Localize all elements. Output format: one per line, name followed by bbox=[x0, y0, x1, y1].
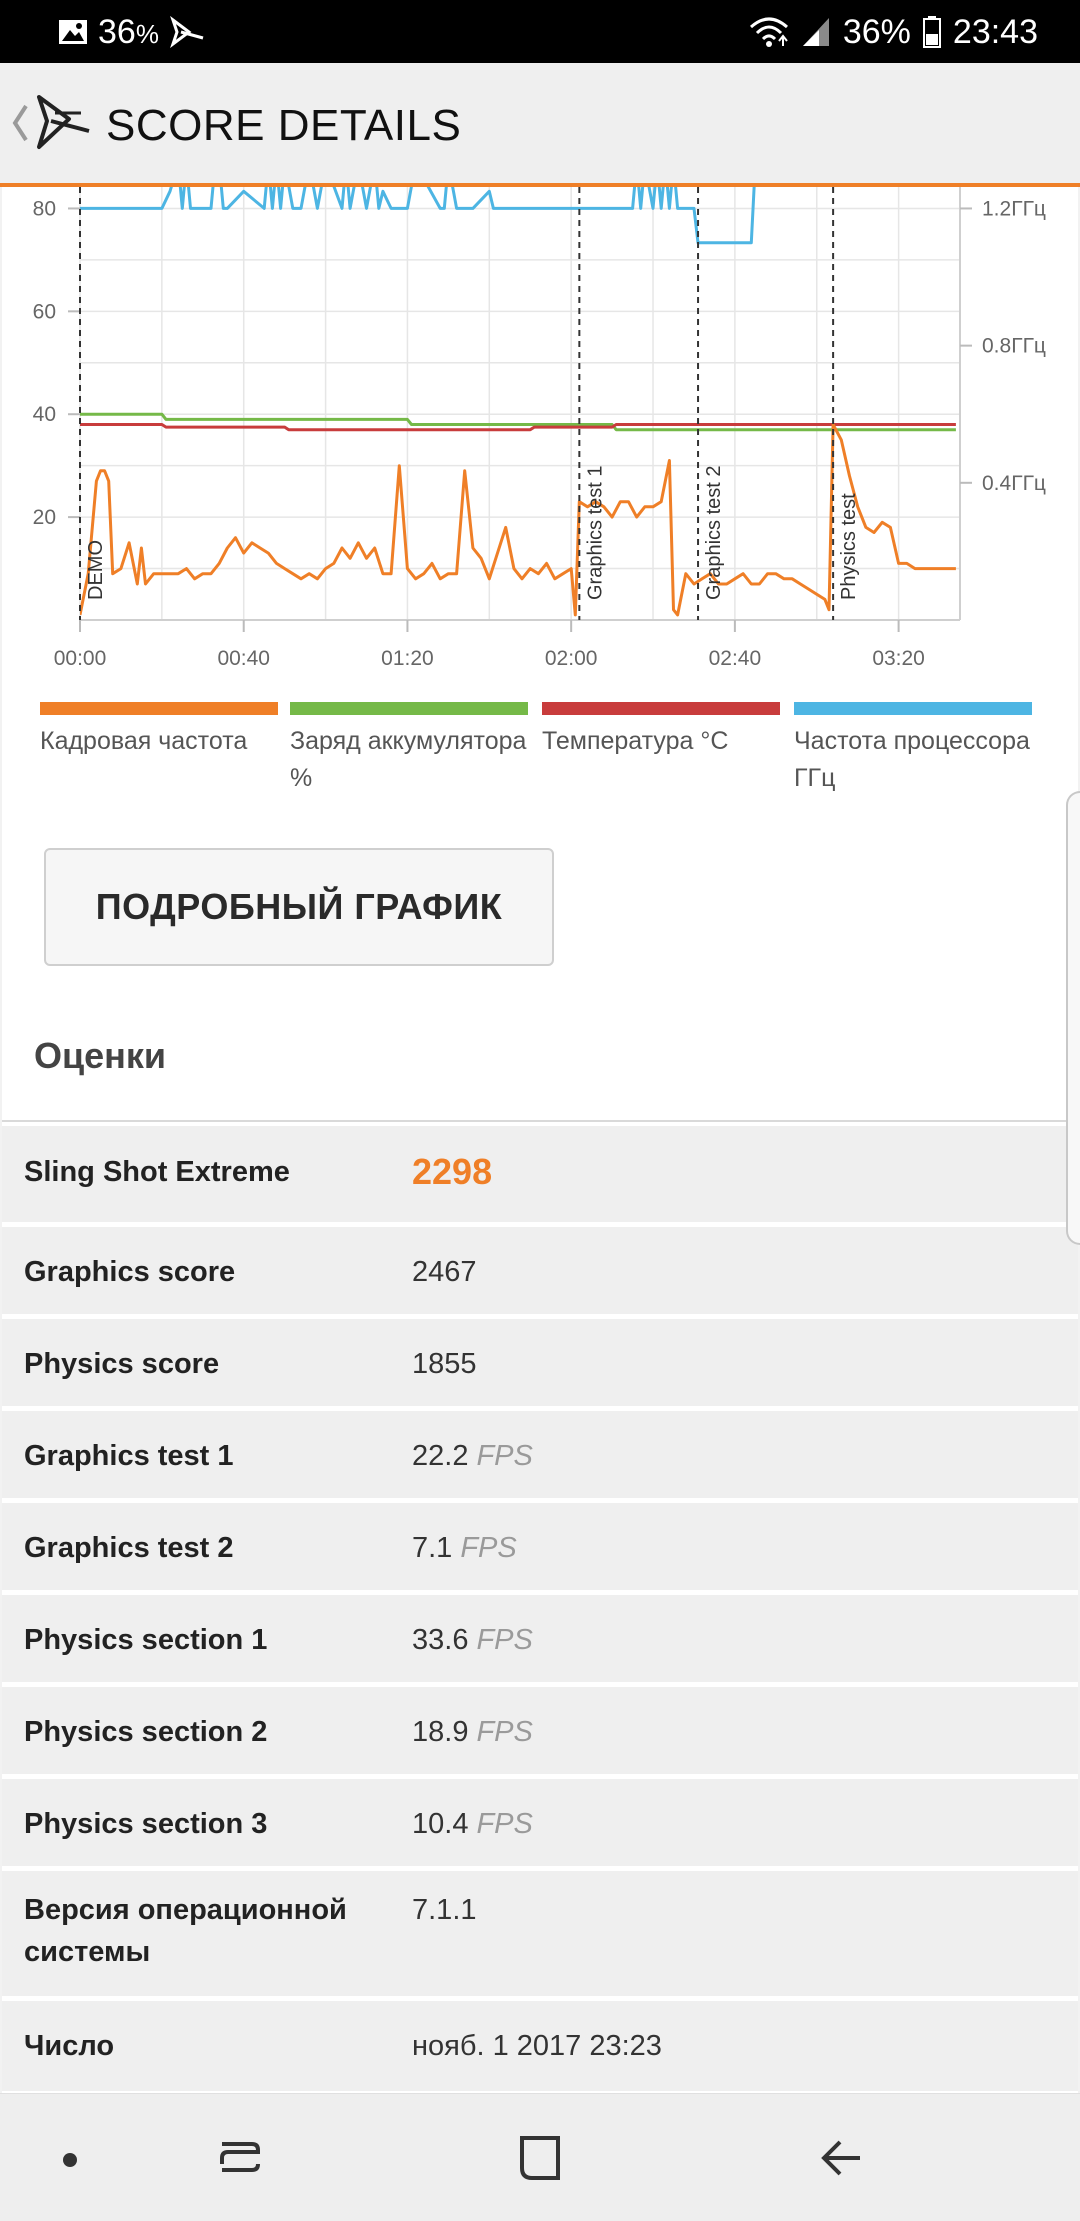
score-label: Physics score bbox=[24, 1348, 220, 1380]
score-number: 7.1 bbox=[412, 1532, 453, 1564]
status-bar bbox=[0, 0, 1080, 63]
marker-label: DEMO bbox=[85, 540, 107, 600]
score-value bbox=[412, 1803, 533, 1845]
score-row-graphics-test-2 bbox=[2, 1503, 1078, 1595]
score-value-highlight: 2298 bbox=[412, 1151, 493, 1192]
legend-item-cpu-frequency bbox=[794, 702, 1032, 797]
page-title: SCORE DETAILS bbox=[106, 101, 462, 150]
score-row-os-version bbox=[2, 1871, 1078, 2001]
score-label: Sling Shot Extreme bbox=[24, 1156, 290, 1188]
score-number: 18.9 bbox=[412, 1716, 469, 1748]
score-value bbox=[412, 1527, 517, 1569]
score-row-physics-section-3 bbox=[2, 1779, 1078, 1871]
recent-apps-icon[interactable] bbox=[210, 2130, 270, 2186]
legend-item-temperature bbox=[542, 702, 780, 760]
score-unit: FPS bbox=[476, 1808, 533, 1840]
gallery-icon bbox=[58, 17, 88, 47]
score-value: 1855 bbox=[412, 1348, 477, 1380]
y-left-tick-label: 60 bbox=[32, 300, 56, 324]
score-value bbox=[412, 1619, 533, 1661]
content-scroll[interactable] bbox=[0, 187, 1080, 2093]
score-row-physics-section-2 bbox=[2, 1687, 1078, 1779]
y-right-tick-label: 0.8ГГц bbox=[982, 334, 1046, 358]
score-value: 2467 bbox=[412, 1256, 477, 1288]
score-label: Physics section 1 bbox=[24, 1624, 268, 1656]
score-number: 22.2 bbox=[412, 1440, 469, 1472]
score-label: Physics section 3 bbox=[24, 1808, 268, 1840]
status-left-percent: 36% bbox=[98, 13, 159, 51]
legend-item-framerate bbox=[40, 702, 278, 760]
dot-icon[interactable] bbox=[40, 2130, 100, 2186]
legend-swatch-battery bbox=[290, 702, 528, 715]
chevron-left-icon[interactable] bbox=[10, 98, 30, 148]
marker-label: Physics test bbox=[838, 493, 861, 600]
score-card bbox=[2, 187, 1078, 2093]
series-line-0 bbox=[80, 425, 956, 615]
marker-label: Graphics test 1 bbox=[584, 465, 607, 600]
score-value: 7.1.1 bbox=[412, 1894, 477, 1926]
scroll-handle[interactable] bbox=[1066, 791, 1080, 1245]
score-label: Число bbox=[24, 2030, 115, 2062]
back-arrow-icon[interactable] bbox=[814, 2130, 874, 2186]
navigation-bar bbox=[0, 2093, 1080, 2221]
score-row-sling-shot-extreme bbox=[2, 1126, 1078, 1227]
x-tick-label: 01:20 bbox=[381, 647, 434, 670]
y-right-tick-label: 0.4ГГц bbox=[982, 471, 1046, 495]
status-time: 23:43 bbox=[952, 13, 1038, 51]
score-label: Graphics test 1 bbox=[24, 1440, 234, 1472]
score-label: Graphics score bbox=[24, 1256, 236, 1288]
scores-section-title: Оценки bbox=[34, 1035, 167, 1076]
section-divider bbox=[2, 1120, 1078, 1122]
score-row-date bbox=[2, 2001, 1078, 2093]
score-value bbox=[412, 1711, 533, 1753]
score-unit: FPS bbox=[476, 1716, 533, 1748]
score-number: 10.4 bbox=[412, 1808, 469, 1840]
legend-label-battery: Заряд аккумулятора % bbox=[290, 727, 527, 792]
legend-swatch-cpu-frequency bbox=[794, 702, 1032, 715]
x-tick-label: 02:00 bbox=[544, 647, 598, 670]
app-logo-icon bbox=[169, 16, 205, 48]
legend-label-cpu-frequency: Частота процессора ГГц bbox=[794, 727, 1030, 792]
score-number: 33.6 bbox=[412, 1624, 469, 1656]
x-tick-label: 00:00 bbox=[53, 647, 107, 670]
score-unit: FPS bbox=[460, 1532, 517, 1564]
battery-percent: 36% bbox=[842, 13, 911, 51]
y-left-tick-label: 20 bbox=[32, 506, 56, 530]
series-group bbox=[80, 187, 956, 615]
wifi-icon bbox=[749, 15, 789, 49]
score-label: Physics section 2 bbox=[24, 1716, 268, 1748]
chart-legend bbox=[40, 702, 1050, 812]
score-row-graphics-test-1 bbox=[2, 1411, 1078, 1503]
detailed-graph-button[interactable]: ПОДРОБНЫЙ ГРАФИК bbox=[44, 848, 554, 966]
3dmark-logo-icon[interactable] bbox=[33, 91, 91, 153]
x-tick-label: 00:40 bbox=[217, 647, 271, 670]
series-line-3 bbox=[80, 187, 776, 243]
legend-swatch-temperature bbox=[542, 702, 780, 715]
status-left bbox=[58, 12, 205, 52]
app-bar bbox=[0, 63, 1080, 187]
legend-label-framerate: Кадровая частота bbox=[40, 727, 248, 755]
score-label: Graphics test 2 bbox=[24, 1532, 234, 1564]
legend-swatch-framerate bbox=[40, 702, 278, 715]
x-tick-label: 02:40 bbox=[708, 647, 762, 670]
score-unit: FPS bbox=[476, 1624, 533, 1656]
score-label: Версия операционной системы bbox=[24, 1894, 347, 1968]
status-right bbox=[749, 10, 1038, 54]
score-row-physics-score bbox=[2, 1319, 1078, 1411]
marker-label: Graphics test 2 bbox=[703, 465, 726, 600]
y-right-tick-label: 1.2ГГц bbox=[982, 197, 1046, 221]
y-left-tick-label: 40 bbox=[32, 403, 56, 427]
signal-icon bbox=[801, 16, 831, 48]
y-left-tick-label: 80 bbox=[32, 197, 56, 221]
x-tick-label: 03:20 bbox=[872, 647, 925, 670]
score-row-graphics-score bbox=[2, 1227, 1078, 1319]
performance-chart bbox=[2, 187, 1078, 687]
home-icon[interactable] bbox=[510, 2130, 570, 2186]
legend-label-temperature: Температура °C bbox=[542, 727, 729, 755]
score-row-physics-section-1 bbox=[2, 1595, 1078, 1687]
scores-table bbox=[2, 1126, 1078, 2093]
score-value bbox=[412, 1435, 533, 1477]
legend-item-battery bbox=[290, 702, 528, 797]
score-value: нояб. 1 2017 23:23 bbox=[412, 2030, 662, 2062]
score-unit: FPS bbox=[476, 1440, 533, 1472]
battery-icon bbox=[923, 16, 941, 48]
